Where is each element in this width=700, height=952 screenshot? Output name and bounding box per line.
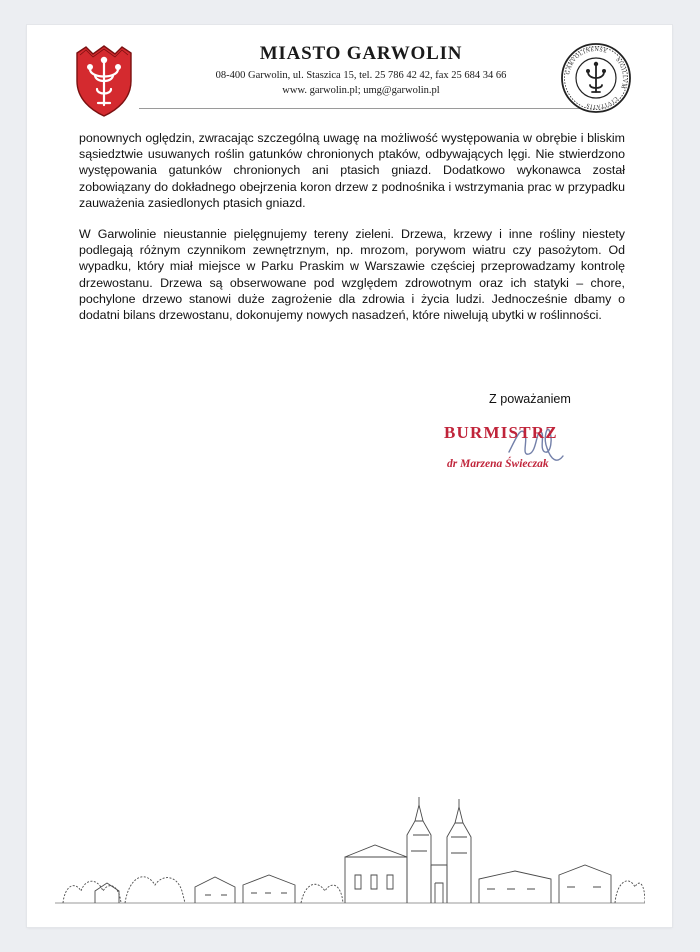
seal-text-top: SIGILLVM — [614, 56, 628, 90]
letter-page — [27, 25, 672, 927]
address-line: 08-400 Garwolin, ul. Staszica 15, tel. 25 786 42 42, fax 25 684 34 66 — [215, 70, 507, 81]
body-paragraph-2: W Garwolinie nieustannie pielęgnujemy tereny zieleni. Drzewa, krzewy i inne rośliny niestety podlegają różnym czynnikom zewnętrznym, np. mrozom, porywom wiatru czy pasożytom. Od wypadku, który miał miejsce w Parku Praskim w Warszawie częściej przeprowadzamy kontrolę drzewostanu. Drzewa są obserwowane pod względem zdrowotnym oraz ich statyki – chore, pochylone drzewo stanowi duże zagrożenie dla zdrowia i życia ludzi. Jednocześnie dbamy o dodatni bilans drzewostanu, dokonujemy nowych nasadzeń, które niwelują ubytki w roślinności. — [79, 227, 625, 323]
closing-salutation: Z poważaniem — [489, 392, 571, 406]
letterhead — [151, 43, 571, 98]
coat-of-arms-icon — [73, 45, 135, 117]
web-contact-line: www. garwolin.pl; umg@garwolin.pl — [282, 85, 440, 96]
letter-body — [79, 130, 625, 338]
body-paragraph-1: ponownych oględzin, zwracając szczególną uwagę na możliwość występowania w obrębie i bliskim sąsiedztwie usuwanych roślin gatunków chronionych ptaków, odbywających lęgi. Nie stwierdzono występowania gatunków chronionych ani ptasich gniazd. Dodatkowo wykonawca został zobowiązany do dokładnego obejrzenia koron drzew z podnośnika i wstrzymania prac w przypadku zauważenia zasiedlonych ptasich gniazd. — [79, 131, 625, 210]
signer-name: dr Marzena Świeczak — [447, 458, 549, 470]
city-seal-icon — [560, 42, 632, 114]
seal-text-right: CIVITATIS — [585, 95, 619, 110]
signer-title: BURMISTRZ — [444, 423, 558, 442]
town-skyline-illustration — [55, 795, 645, 913]
seal-text-left: GARVOLINENSE — [565, 46, 609, 76]
city-name: MIASTO GARWOLIN — [259, 43, 463, 64]
header-divider — [139, 108, 580, 109]
